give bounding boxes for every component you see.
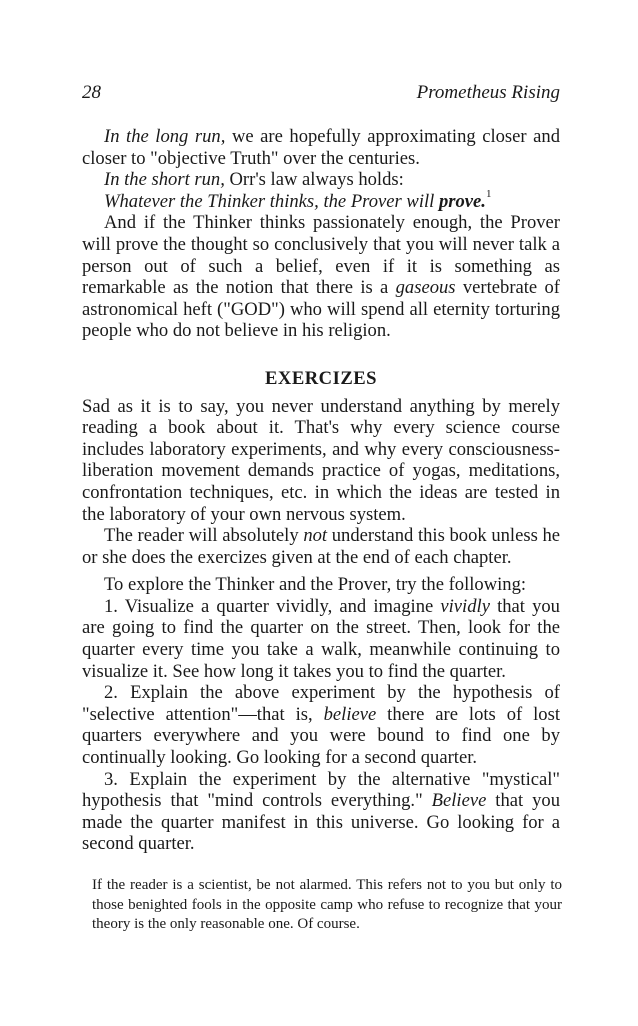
footnote: If the reader is a scientist, be not alarmed. This refers not to you but only to those benighted fools in the opposite camp who refuse to recognize that your theory is the only reasonable one. Of course. bbox=[92, 877, 562, 932]
page-body bbox=[82, 126, 560, 855]
orrs-law bbox=[82, 187, 560, 213]
exercise-item-2 bbox=[82, 682, 560, 768]
emphasis: gaseous bbox=[395, 277, 456, 299]
law-emphasis: prove. bbox=[438, 190, 486, 212]
paragraph-text: The reader will absolutely bbox=[104, 525, 304, 547]
emphasis: vividly bbox=[440, 595, 490, 617]
paragraph-long-run bbox=[82, 126, 560, 169]
paragraph-text: And if the Thinker thinks passionately enough, the Prover will prove the thought so conclusively that you will never talk a person out of such a belief, even if it is something as remarkable as the notion that there is a bbox=[82, 212, 560, 299]
exercise-item-1 bbox=[82, 596, 560, 682]
page-number: 28 bbox=[82, 82, 101, 103]
footnote-mark: 1 bbox=[485, 187, 492, 200]
emphasis: not bbox=[303, 525, 328, 547]
paragraph-passionately bbox=[82, 212, 560, 342]
section-heading: EXERCIZES bbox=[265, 367, 377, 389]
paragraph-reader-will bbox=[82, 525, 560, 568]
item-text: there are lots of lost quarters everywhere and you were bound to find one by continually looking. Go looking for a second quarter. bbox=[82, 703, 560, 769]
emphasis: believe bbox=[323, 703, 377, 725]
running-header bbox=[82, 82, 560, 104]
emphasis: In the long run, bbox=[104, 126, 226, 147]
exercise-item-3 bbox=[82, 769, 560, 855]
item-text: 3. Explain the experiment by the alternative "mystical" hypothesis that "mind controls everything." bbox=[82, 768, 560, 812]
item-text: that you are going to find the quarter on the street. Then, look for the quarter every time you take a walk, meanwhile continuing to visualize it. See how long it takes you to find the quarter. bbox=[82, 595, 560, 682]
item-text: 1. Visualize a quarter vividly, and imagine bbox=[104, 595, 441, 617]
paragraph-explore: To explore the Thinker and the Prover, try the following: bbox=[104, 574, 527, 596]
emphasis: Believe bbox=[431, 790, 487, 812]
paragraph-text: Orr's law always holds: bbox=[224, 169, 404, 191]
running-title: Prometheus Rising bbox=[416, 82, 560, 103]
paragraph-text: vertebrate of astronomical heft ("GOD") who will spend all eternity torturing people who do not believe in his religion. bbox=[82, 277, 560, 342]
emphasis: In the short run, bbox=[104, 169, 225, 191]
paragraph-text: understand this book unless he or she does the exercizes given at the end of each chapter. bbox=[82, 525, 560, 568]
paragraph-text: we are hopefully approximating closer and closer to "objective Truth" over the centuries. bbox=[82, 126, 560, 169]
item-text: that you made the quarter manifest in this universe. Go looking for a second quarter. bbox=[82, 790, 560, 855]
item-text: 2. Explain the above experiment by the hypothesis of "selective attention"—that is, bbox=[82, 682, 560, 725]
law-text: Whatever the Thinker thinks, the Prover will bbox=[104, 190, 439, 212]
paragraph-sad-as-it-is: Sad as it is to say, you never understand anything by merely reading a book about it. That's why every science course includes laboratory experiments, and why every consciousness-liberation movement demands practice of yogas, meditations, confrontation techniques, etc. in which the ideas are tested in the laboratory of your own nervous system. bbox=[82, 395, 560, 525]
